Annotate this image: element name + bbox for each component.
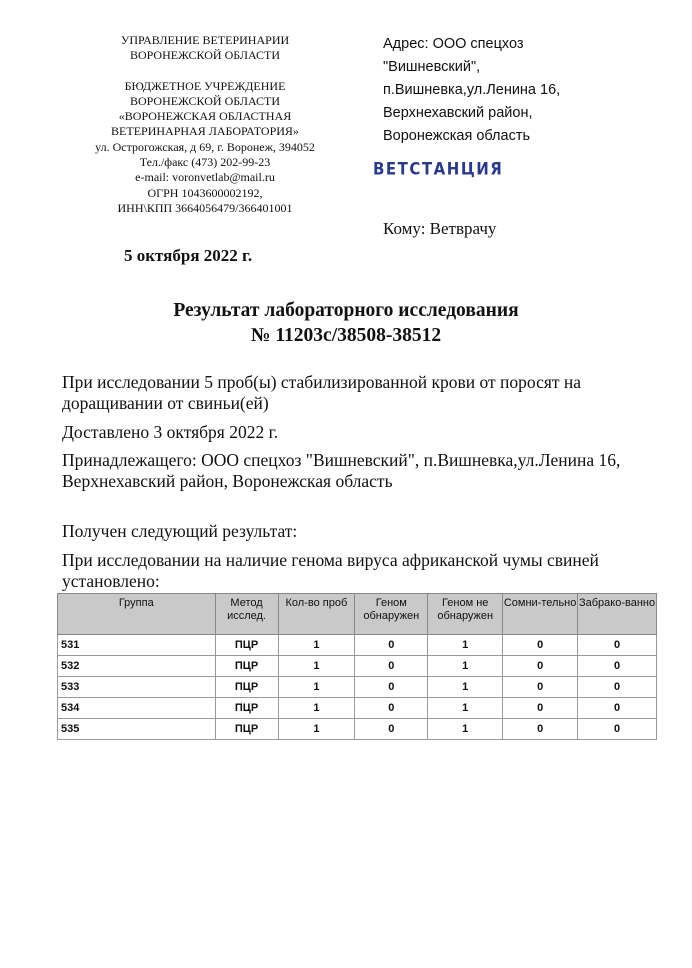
- table-cell: 1: [278, 656, 355, 677]
- address-line: п.Вишневка,ул.Ленина 16,: [383, 82, 561, 98]
- table-cell: 531: [58, 635, 216, 656]
- letterhead-line: УПРАВЛЕНИЕ ВЕТЕРИНАРИИ: [120, 33, 290, 47]
- title-line: Результат лабораторного исследования: [173, 300, 519, 321]
- address-line: Верхнехавский район,: [383, 105, 533, 121]
- table-row: [58, 656, 657, 677]
- document-title: [0, 298, 692, 348]
- letterhead-line: Тел./факс (473) 202-99-23: [139, 155, 271, 170]
- sample-description: При исследовании 5 проб(ы) стабилизированной крови от поросят на доращивании от свиньи(ей): [62, 372, 582, 413]
- letterhead-line: ВОРОНЕЖСКОЙ ОБЛАСТИ: [129, 48, 281, 63]
- recipient-address: [383, 33, 560, 148]
- table-cell: 1: [278, 719, 355, 740]
- address-line: "Вишневский",: [383, 59, 481, 75]
- letterhead-line: ВЕТЕРИНАРНАЯ ЛАБОРАТОРИЯ»: [111, 124, 299, 139]
- table-cell: 0: [355, 656, 428, 677]
- owner-info: Принадлежащего: ООО спецхоз "Вишневский", п.Вишневка,ул.Ленина 16, Верхнехавский район, Воронежская область: [62, 450, 621, 491]
- table-cell: 1: [428, 635, 503, 656]
- column-header: Группа: [58, 594, 216, 635]
- table-row: [58, 677, 657, 698]
- column-header: Геном обнаружен: [355, 594, 428, 635]
- table-cell: 0: [578, 635, 657, 656]
- document-date: 5 октября 2022 г.: [124, 246, 253, 265]
- table-cell: 534: [58, 698, 216, 719]
- table-cell: 535: [58, 719, 216, 740]
- table-cell: 1: [428, 677, 503, 698]
- table-cell: 0: [578, 719, 657, 740]
- letterhead-line: ИНН\КПП 3664056479/366401001: [117, 200, 293, 215]
- letterhead-line: e-mail: voronvetlab@mail.ru: [135, 170, 275, 185]
- lab-letterhead: [55, 33, 355, 216]
- table-row: [58, 698, 657, 719]
- table-cell: 1: [428, 656, 503, 677]
- address-line: Воронежская область: [383, 128, 531, 144]
- table-cell: 0: [503, 656, 578, 677]
- address-line: Адрес: ООО спецхоз: [383, 36, 524, 52]
- table-cell: 0: [503, 698, 578, 719]
- table-cell: ПЦР: [215, 677, 278, 698]
- result-intro: Получен следующий результат:: [62, 521, 298, 541]
- column-header: Метод исслед.: [215, 594, 278, 635]
- letterhead-line: ВОРОНЕЖСКОЙ ОБЛАСТИ: [129, 93, 281, 108]
- table-cell: 0: [355, 698, 428, 719]
- table-cell: ПЦР: [215, 719, 278, 740]
- table-cell: 0: [503, 677, 578, 698]
- table-cell: 0: [578, 656, 657, 677]
- table-cell: 533: [58, 677, 216, 698]
- table-row: [58, 635, 657, 656]
- column-header: Геном не обнаружен: [428, 594, 503, 635]
- table-row: [58, 719, 657, 740]
- table-cell: ПЦР: [215, 698, 278, 719]
- table-cell: 0: [355, 677, 428, 698]
- results-table: [57, 593, 657, 740]
- table-cell: 0: [503, 719, 578, 740]
- table-cell: 1: [278, 677, 355, 698]
- letterhead-line: [55, 64, 355, 79]
- column-header: Кол-во проб: [278, 594, 355, 635]
- table-cell: 0: [578, 677, 657, 698]
- delivery-date: Доставлено 3 октября 2022 г.: [62, 422, 279, 442]
- vet-station-stamp: ВЕТСТАНЦИЯ: [373, 158, 504, 180]
- column-header: Сомни-тельно: [503, 594, 578, 635]
- table-cell: 532: [58, 656, 216, 677]
- table-cell: 1: [278, 698, 355, 719]
- table-cell: ПЦР: [215, 635, 278, 656]
- table-cell: ПЦР: [215, 656, 278, 677]
- test-description: При исследовании на наличие генома вируса африканской чумы свиней установлено:: [62, 550, 599, 591]
- table-cell: 1: [278, 635, 355, 656]
- table-cell: 0: [355, 719, 428, 740]
- letterhead-line: БЮДЖЕТНОЕ УЧРЕЖДЕНИЕ: [124, 78, 286, 93]
- result-number: № 11203с/38508-38512: [250, 325, 442, 346]
- letterhead-line: ОГРН 1043600002192,: [147, 185, 263, 200]
- recipient: Кому: Ветврачу: [383, 219, 497, 238]
- letterhead-line: ул. Острогожская, д 69, г. Воронеж, 394052: [95, 139, 315, 154]
- table-cell: 1: [428, 698, 503, 719]
- table-cell: 1: [428, 719, 503, 740]
- table-cell: 0: [578, 698, 657, 719]
- column-header: Забрако-ванно: [578, 594, 657, 635]
- letterhead-line: «ВОРОНЕЖСКАЯ ОБЛАСТНАЯ: [118, 109, 292, 124]
- table-cell: 0: [503, 635, 578, 656]
- table-cell: 0: [355, 635, 428, 656]
